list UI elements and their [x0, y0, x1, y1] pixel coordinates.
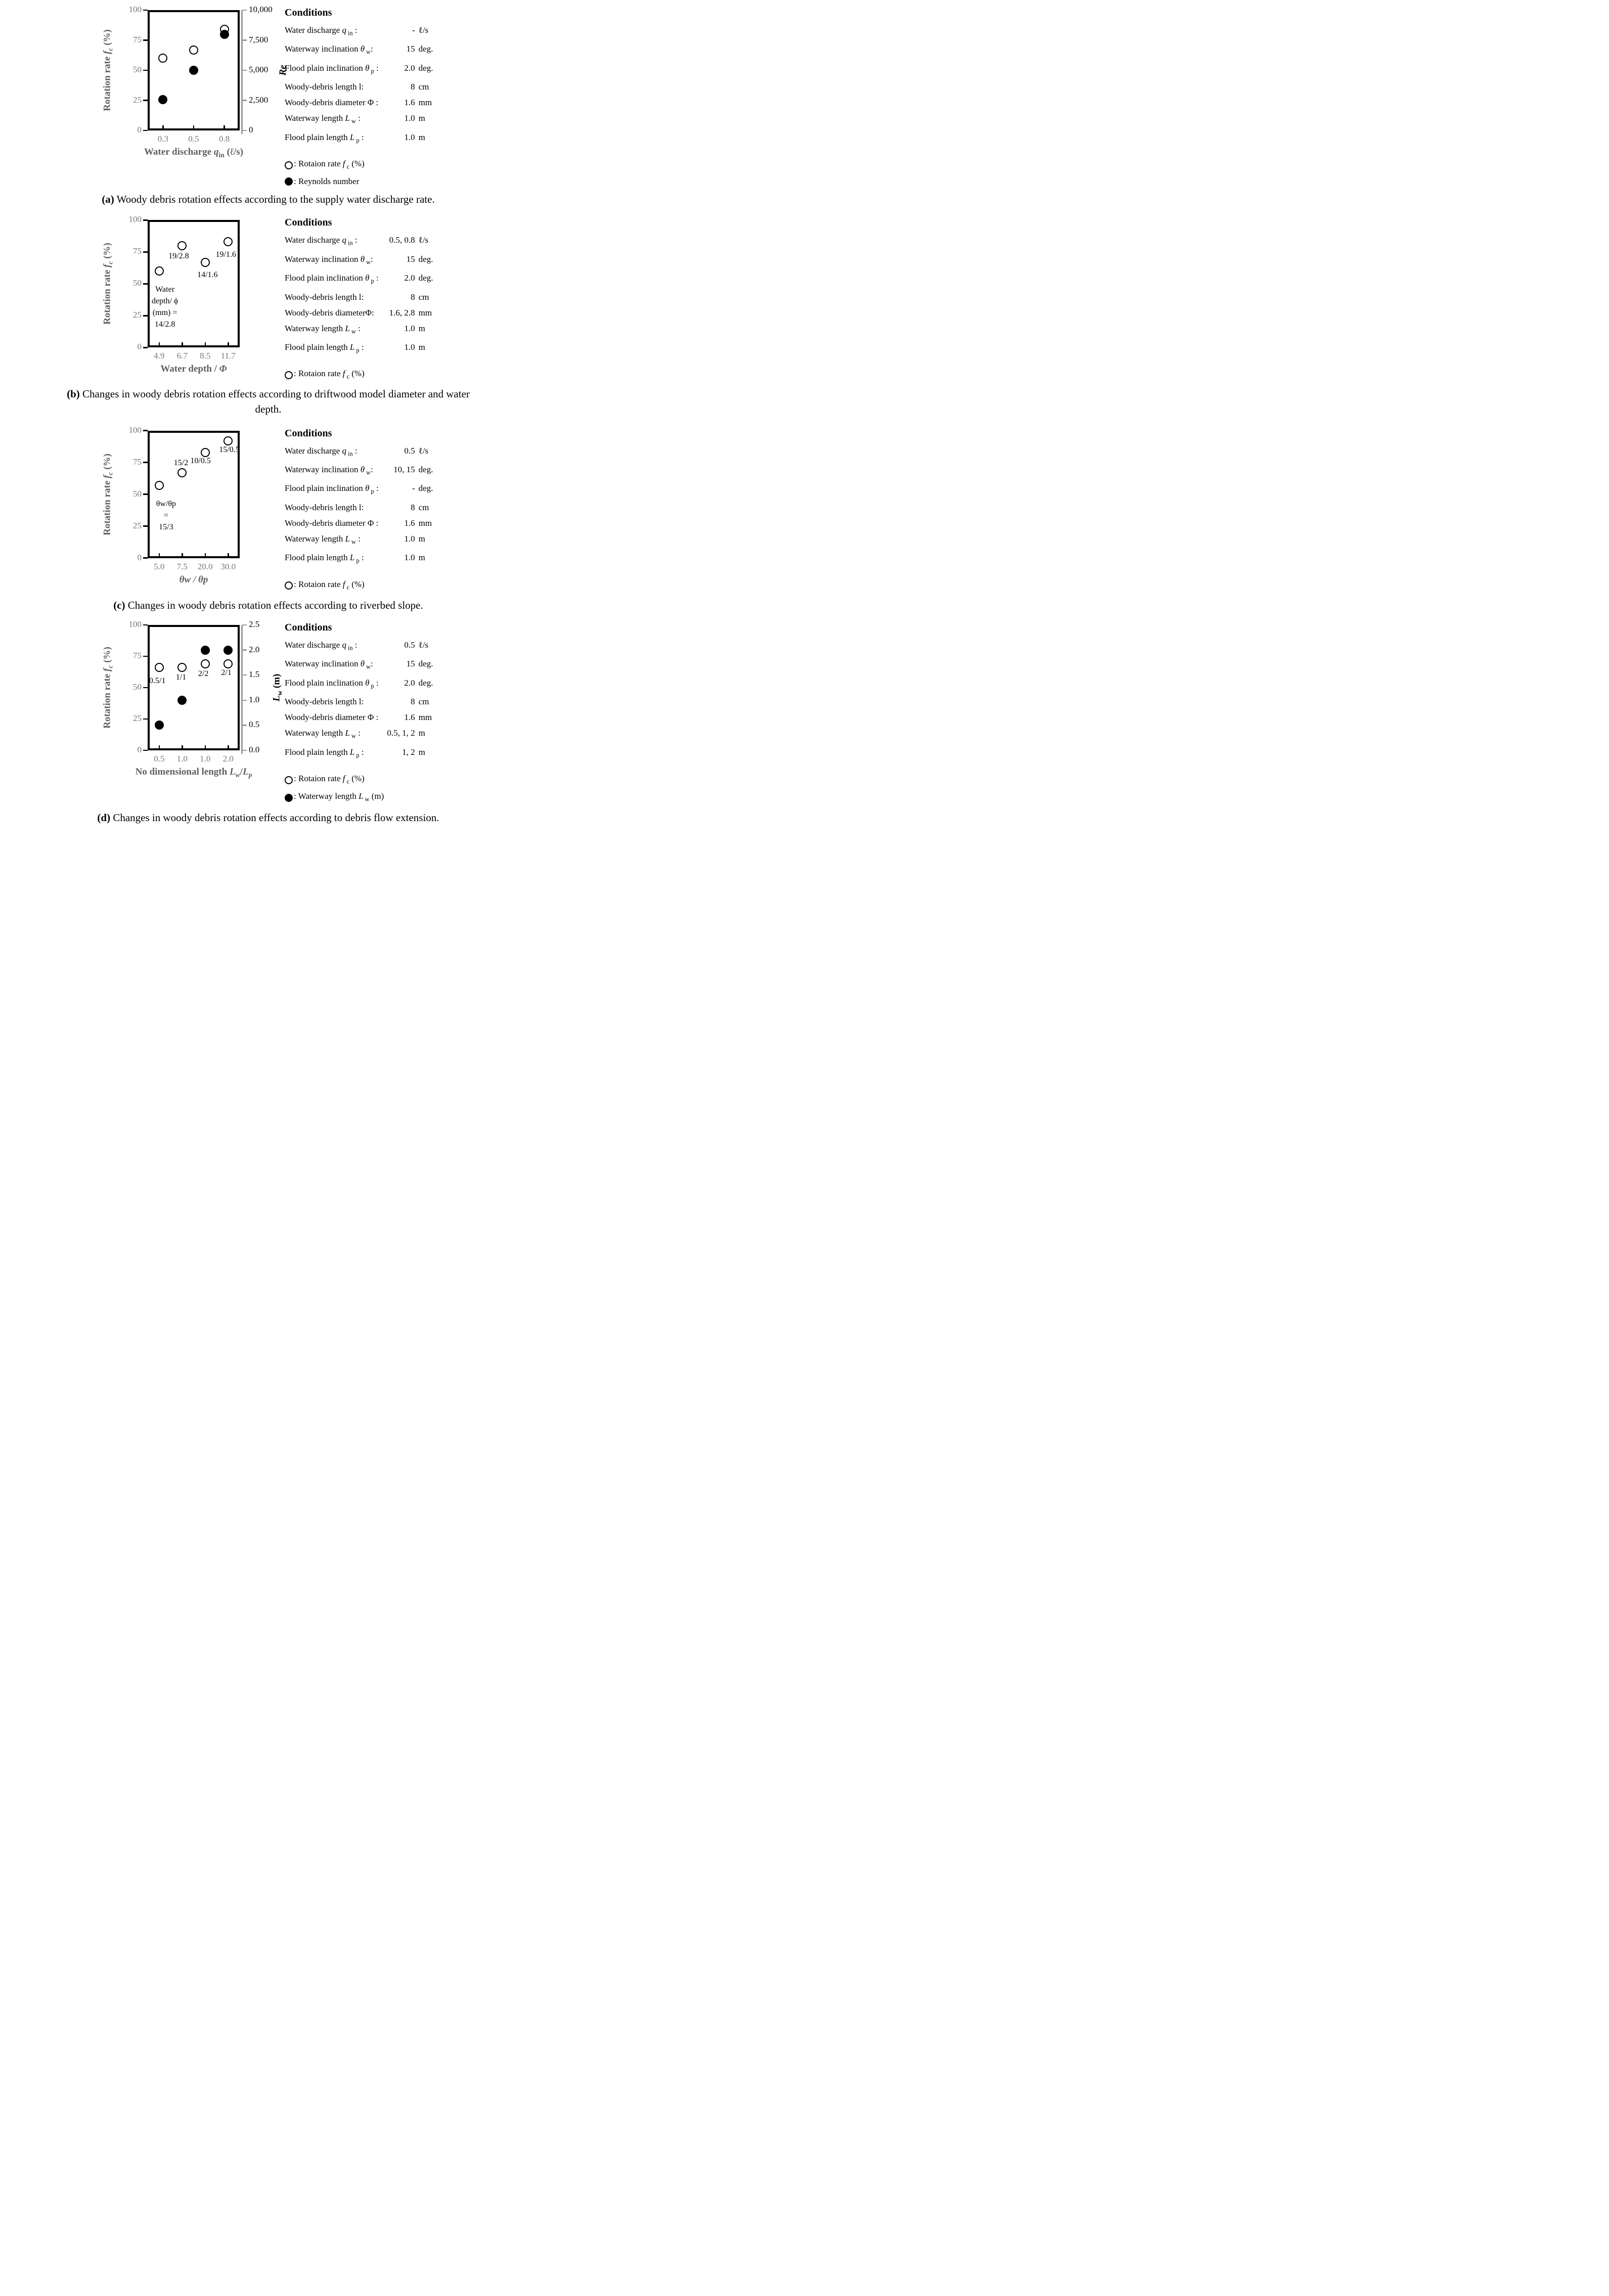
condition-label: Water discharge q $_{in}$ : — [285, 445, 357, 458]
open-data-point — [177, 241, 187, 250]
condition-unit: mm — [418, 712, 432, 723]
y-axis-title: Rotation rate $f_c$ (%) — [102, 29, 114, 111]
caption-b-text: Changes in woody debris rotation effects according to driftwood model diameter and water depth. — [79, 387, 470, 415]
conditions-rows — [285, 443, 442, 569]
y-tick-label: 50 — [133, 682, 142, 692]
condition-row — [285, 480, 442, 499]
condition-value: 0.5, 0.8 — [389, 235, 415, 245]
right-tick-label: 10,000 — [249, 5, 273, 14]
condition-row — [285, 129, 442, 148]
condition-value: 15 — [406, 659, 415, 669]
right-tick-mark — [242, 130, 247, 131]
caption-b-label: (b) — [67, 387, 80, 400]
right-tick-label: 5,000 — [249, 65, 269, 74]
y-tick-label: 0 — [137, 745, 142, 755]
condition-unit: m — [418, 113, 425, 123]
right-tick-label: 2,500 — [249, 95, 269, 105]
plot-annotation: Water depth/ ϕ (mm) = 14/2.8 — [151, 285, 178, 329]
condition-unit: cm — [418, 82, 429, 92]
chart-legend — [285, 577, 442, 595]
condition-label: Woody-debris diameter Φ : — [285, 518, 379, 528]
y-tick-mark — [143, 39, 148, 41]
y-tick-mark — [143, 70, 148, 71]
condition-row — [285, 725, 442, 744]
x-axis-title: Water discharge $q_{in}$ (ℓ/s) — [144, 147, 244, 159]
caption-c-text: Changes in woody debris rotation effects according to riverbed slope. — [125, 599, 423, 612]
chart-legend — [285, 771, 442, 807]
condition-value: - — [412, 483, 415, 493]
legend-text: : Waterway length L $_w$ (m) — [294, 791, 384, 803]
x-tick-mark — [205, 745, 206, 750]
x-tick-label: 1.0 — [176, 754, 188, 764]
condition-label: Woody-debris length l: — [285, 697, 364, 707]
condition-value: 1.6 — [404, 518, 415, 528]
condition-label: Woody-debris diameter Φ : — [285, 98, 379, 108]
condition-unit: cm — [418, 292, 429, 302]
x-tick-mark — [228, 342, 229, 347]
condition-unit: deg. — [418, 465, 433, 475]
condition-row — [285, 321, 442, 339]
conditions-rows — [285, 637, 442, 763]
open-data-point — [155, 266, 164, 276]
condition-label: Flood plain length L $_p$ : — [285, 342, 364, 354]
legend-entry — [285, 789, 442, 806]
condition-row — [285, 270, 442, 289]
condition-unit: cm — [418, 502, 429, 512]
condition-label: Woody-debris diameter Φ : — [285, 712, 379, 723]
condition-label: Flood plain length L $_p$ : — [285, 747, 364, 758]
right-axis-line — [241, 625, 243, 754]
panel-d — [0, 619, 537, 807]
legend-entry — [285, 174, 442, 189]
chart-d — [0, 619, 284, 782]
y-tick-label: 25 — [133, 713, 142, 724]
y-tick-mark — [143, 525, 148, 527]
condition-row — [285, 694, 442, 709]
caption-a-label: (a) — [102, 193, 114, 206]
right-tick-label: 2.0 — [249, 644, 260, 654]
plot-annotation: 19/2.8 — [168, 252, 189, 261]
condition-label: Flood plain length L $_p$ : — [285, 132, 364, 144]
plot-annotation: 2/1 — [221, 668, 232, 677]
conditions-d — [276, 619, 445, 807]
y-tick-label: 100 — [128, 425, 142, 435]
condition-value: 2.0 — [404, 678, 415, 688]
x-tick-label: 11.7 — [220, 351, 236, 361]
condition-unit: mm — [418, 98, 432, 108]
x-tick-mark — [228, 745, 229, 750]
condition-row — [285, 443, 442, 462]
conditions-title: Conditions — [285, 427, 332, 439]
condition-row — [285, 232, 442, 251]
y-tick-label: 50 — [133, 278, 142, 288]
x-tick-label: 4.9 — [154, 351, 165, 361]
condition-label: Flood plain length L $_p$ : — [285, 553, 364, 564]
caption-d-label: (d) — [97, 811, 111, 824]
filled-data-point — [201, 646, 210, 655]
condition-row — [285, 637, 442, 656]
right-axis-title: Re — [278, 65, 288, 76]
right-tick-mark — [242, 39, 247, 41]
condition-row — [285, 41, 442, 60]
condition-unit: m — [418, 132, 425, 142]
x-tick-mark — [159, 342, 160, 347]
filled-circle-icon — [285, 794, 293, 802]
x-tick-mark — [228, 553, 229, 558]
y-tick-label: 50 — [133, 65, 142, 74]
condition-value: 2.0 — [404, 63, 415, 73]
condition-unit: m — [418, 553, 425, 563]
condition-unit: deg. — [418, 273, 433, 283]
condition-value: 1.0 — [404, 342, 415, 352]
condition-value: 8 — [411, 82, 415, 92]
y-tick-label: 75 — [133, 34, 142, 44]
condition-value: 1.6 — [404, 98, 415, 108]
condition-row — [285, 709, 442, 725]
caption-a — [0, 192, 537, 207]
condition-unit: deg. — [418, 63, 433, 73]
caption-a-text: Woody debris rotation effects according to the supply water discharge rate. — [114, 193, 435, 206]
condition-label: Waterway inclination θ $_w$: — [285, 254, 373, 266]
legend-text: : Rotaion rate f $_c$ (%) — [294, 369, 365, 380]
right-tick-mark — [242, 700, 247, 701]
open-data-point — [177, 468, 187, 477]
plot-annotation: 0.5/1 — [149, 676, 166, 685]
x-axis-title: θw / θp — [179, 574, 208, 585]
condition-unit: deg. — [418, 483, 433, 493]
condition-value: 0.5, 1, 2 — [387, 728, 415, 738]
legend-entry — [285, 577, 442, 595]
condition-label: Water discharge q $_{in}$ : — [285, 25, 357, 37]
y-tick-label: 0 — [137, 552, 142, 562]
condition-value: 1.0 — [404, 553, 415, 563]
legend-text: : Reynolds number — [294, 176, 360, 187]
plot-area-d — [148, 625, 240, 750]
x-tick-mark — [182, 745, 183, 750]
condition-label: Waterway inclination θ $_w$: — [285, 44, 373, 56]
right-tick-mark — [242, 750, 247, 751]
condition-label: Flood plain inclination θ $_p$ : — [285, 483, 379, 495]
condition-unit: m — [418, 323, 425, 333]
plot-annotation: 10/0.5 — [190, 457, 211, 466]
filled-data-point — [189, 66, 198, 75]
conditions-title: Conditions — [285, 7, 332, 18]
right-axis-line — [241, 10, 243, 134]
condition-label: Woody-debris length l: — [285, 292, 364, 302]
plot-annotation: 2/2 — [198, 669, 209, 678]
open-data-point — [201, 448, 210, 457]
condition-row — [285, 289, 442, 305]
legend-entry — [285, 366, 442, 384]
y-axis-title: Rotation rate $f_c$ (%) — [102, 243, 114, 325]
x-tick-mark — [159, 745, 160, 750]
conditions-title: Conditions — [285, 622, 332, 634]
y-tick-mark — [143, 430, 148, 431]
right-tick-label: 7,500 — [249, 34, 269, 44]
x-tick-label: 0.5 — [154, 754, 165, 764]
condition-row — [285, 744, 442, 763]
filled-data-point — [224, 646, 233, 655]
condition-label: Flood plain inclination θ $_p$ : — [285, 678, 379, 690]
condition-unit: m — [418, 533, 425, 544]
y-tick-mark — [143, 557, 148, 559]
condition-row — [285, 531, 442, 550]
condition-value: 8 — [411, 292, 415, 302]
plot-annotation: 19/1.6 — [215, 250, 236, 259]
caption-d-text: Changes in woody debris rotation effects according to debris flow extension. — [110, 811, 439, 824]
y-tick-label: 50 — [133, 488, 142, 499]
x-tick-mark — [224, 125, 225, 130]
y-tick-label: 25 — [133, 310, 142, 320]
condition-row — [285, 500, 442, 515]
chart-legend — [285, 156, 442, 189]
open-circle-icon — [285, 371, 293, 379]
y-tick-mark — [143, 219, 148, 221]
x-tick-mark — [182, 342, 183, 347]
panel-b — [0, 214, 537, 384]
y-tick-label: 75 — [133, 246, 142, 256]
y-axis-title: Rotation rate $f_c$ (%) — [102, 647, 114, 729]
condition-value: 1.0 — [404, 533, 415, 544]
chart-b — [0, 214, 276, 379]
legend-text: : Rotaion rate f $_c$ (%) — [294, 579, 365, 591]
condition-unit: deg. — [418, 678, 433, 688]
y-tick-label: 75 — [133, 651, 142, 661]
chart-a — [0, 4, 288, 162]
right-tick-mark — [242, 725, 247, 726]
condition-label: Waterway length L $_w$ : — [285, 533, 361, 546]
condition-row — [285, 110, 442, 129]
right-tick-label: 0.5 — [249, 719, 260, 730]
y-axis-title: Rotation rate $f_c$ (%) — [102, 453, 114, 535]
right-tick-label: 1.5 — [249, 669, 260, 680]
condition-label: Flood plain inclination θ $_p$ : — [285, 273, 379, 285]
y-tick-label: 100 — [128, 619, 142, 629]
condition-label: Waterway length L $_w$ : — [285, 113, 361, 125]
conditions-rows — [285, 22, 442, 148]
right-tick-label: 1.0 — [249, 694, 260, 704]
y-tick-label: 75 — [133, 457, 142, 467]
condition-value: 8 — [411, 502, 415, 512]
y-tick-mark — [143, 251, 148, 253]
condition-row — [285, 60, 442, 79]
condition-label: Woody-debris length l: — [285, 82, 364, 92]
condition-unit: ℓ/s — [418, 25, 429, 35]
caption-c — [0, 598, 537, 613]
condition-row — [285, 462, 442, 480]
open-circle-icon — [285, 776, 293, 784]
caption-c-label: (c) — [113, 599, 125, 612]
condition-row — [285, 550, 442, 568]
open-data-point — [201, 258, 210, 267]
y-tick-label: 100 — [128, 214, 142, 224]
condition-label: Water discharge q $_{in}$ : — [285, 640, 357, 652]
right-tick-mark — [242, 674, 247, 676]
condition-row — [285, 305, 442, 321]
x-tick-label: 1.0 — [200, 754, 211, 764]
y-tick-mark — [143, 100, 148, 101]
figure-page — [0, 0, 537, 825]
plot-annotation: 14/1.6 — [197, 270, 218, 279]
plot-annotation: 1/1 — [175, 673, 187, 682]
right-tick-label: 0.0 — [249, 745, 260, 755]
x-tick-label: 0.8 — [219, 134, 230, 144]
condition-value: 0.5 — [404, 640, 415, 650]
x-tick-label: 6.7 — [176, 351, 188, 361]
x-tick-label: 0.3 — [157, 134, 168, 144]
condition-label: Waterway inclination θ $_w$: — [285, 465, 373, 476]
condition-row — [285, 95, 442, 110]
condition-value: 1.6 — [404, 712, 415, 723]
y-tick-label: 25 — [133, 95, 142, 105]
right-tick-mark — [242, 70, 247, 71]
y-tick-label: 0 — [137, 342, 142, 352]
y-tick-mark — [143, 462, 148, 463]
open-data-point — [155, 481, 164, 490]
y-tick-mark — [143, 347, 148, 348]
plot-annotation: θw/θp = 15/3 — [156, 500, 176, 532]
condition-value: 1.0 — [404, 323, 415, 333]
y-tick-mark — [143, 718, 148, 720]
caption-d — [0, 810, 537, 825]
condition-row — [285, 339, 442, 358]
x-tick-label: 5.0 — [154, 561, 165, 571]
condition-unit: m — [418, 728, 425, 738]
condition-label: Woody-debris diameterΦ: — [285, 307, 374, 318]
x-tick-mark — [205, 553, 206, 558]
x-tick-label: 20.0 — [197, 561, 213, 571]
legend-text: : Rotaion rate f $_c$ (%) — [294, 773, 365, 785]
x-axis-title: No dimensional length $L_w/L_p$ — [135, 767, 252, 779]
condition-label: Water discharge q $_{in}$ : — [285, 235, 357, 247]
right-axis-title: $L_w$ (m) — [271, 673, 284, 702]
condition-label: Waterway length L $_w$ : — [285, 323, 361, 335]
condition-unit: mm — [418, 307, 432, 318]
right-tick-mark — [242, 624, 247, 626]
x-tick-label: 8.5 — [200, 351, 211, 361]
conditions-c — [276, 425, 445, 595]
open-data-point — [201, 659, 210, 668]
open-data-point — [224, 436, 233, 445]
right-tick-mark — [242, 10, 247, 11]
filled-data-point — [177, 696, 187, 705]
condition-value: 1, 2 — [402, 747, 415, 757]
x-tick-mark — [182, 553, 183, 558]
filled-data-point — [220, 30, 229, 39]
panel-c — [0, 425, 537, 595]
condition-row — [285, 79, 442, 95]
condition-unit: cm — [418, 697, 429, 707]
caption-b — [66, 386, 471, 417]
condition-value: 8 — [411, 697, 415, 707]
panel-a — [0, 4, 537, 189]
condition-label: Woody-debris length l: — [285, 502, 364, 512]
condition-row — [285, 656, 442, 674]
condition-row — [285, 515, 442, 531]
open-data-point — [189, 46, 198, 55]
condition-unit: m — [418, 342, 425, 352]
legend-entry — [285, 771, 442, 789]
condition-value: 1.6, 2.8 — [389, 307, 415, 318]
condition-label: Waterway inclination θ $_w$: — [285, 659, 373, 670]
condition-unit: ℓ/s — [418, 640, 429, 650]
chart-c — [0, 425, 276, 590]
right-tick-label: 0 — [249, 125, 253, 134]
conditions-title: Conditions — [285, 217, 332, 229]
open-circle-icon — [285, 161, 293, 169]
condition-value: 10, 15 — [393, 465, 415, 475]
x-tick-label: 2.0 — [222, 754, 234, 764]
condition-unit: deg. — [418, 44, 433, 54]
condition-value: 15 — [406, 254, 415, 264]
condition-label: Flood plain inclination θ $_p$ : — [285, 63, 379, 75]
x-tick-mark — [159, 553, 160, 558]
plot-annotation: 15/2 — [173, 459, 189, 468]
plot-annotation: 15/0.5 — [219, 445, 240, 454]
condition-value: 1.0 — [404, 132, 415, 142]
y-tick-label: 0 — [137, 125, 142, 134]
y-tick-mark — [143, 687, 148, 689]
y-tick-mark — [143, 10, 148, 11]
right-tick-mark — [242, 100, 247, 101]
y-tick-mark — [143, 656, 148, 657]
chart-legend — [285, 366, 442, 384]
condition-unit: deg. — [418, 659, 433, 669]
y-tick-mark — [143, 624, 148, 626]
x-tick-mark — [193, 125, 195, 130]
right-tick-mark — [242, 649, 247, 651]
y-tick-label: 25 — [133, 520, 142, 530]
conditions-rows — [285, 232, 442, 358]
y-tick-mark — [143, 315, 148, 317]
condition-unit: ℓ/s — [418, 445, 429, 456]
y-tick-mark — [143, 283, 148, 285]
y-tick-mark — [143, 130, 148, 131]
condition-value: 1.0 — [404, 113, 415, 123]
condition-label: Waterway length L $_w$ : — [285, 728, 361, 740]
condition-unit: ℓ/s — [418, 235, 429, 245]
x-tick-label: 0.5 — [188, 134, 199, 144]
condition-value: 2.0 — [404, 273, 415, 283]
condition-row — [285, 675, 442, 694]
condition-row — [285, 251, 442, 270]
open-data-point — [155, 663, 164, 672]
filled-circle-icon — [285, 177, 293, 186]
condition-unit: m — [418, 747, 425, 757]
right-tick-label: 2.5 — [249, 619, 260, 629]
legend-text: : Rotaion rate f $_c$ (%) — [294, 158, 365, 170]
y-tick-mark — [143, 493, 148, 495]
condition-value: - — [412, 25, 415, 35]
x-tick-label: 7.5 — [176, 561, 188, 571]
condition-unit: mm — [418, 518, 432, 528]
conditions-a — [276, 4, 445, 189]
condition-value: 15 — [406, 44, 415, 54]
x-axis-title: Water depth / Φ — [160, 364, 227, 375]
x-tick-label: 30.0 — [220, 561, 236, 571]
x-tick-mark — [162, 125, 164, 130]
condition-unit: deg. — [418, 254, 433, 264]
legend-entry — [285, 156, 442, 174]
y-tick-label: 100 — [128, 5, 142, 14]
condition-row — [285, 22, 442, 41]
conditions-b — [276, 214, 445, 384]
x-tick-mark — [205, 342, 206, 347]
condition-value: 0.5 — [404, 445, 415, 456]
open-circle-icon — [285, 581, 293, 590]
y-tick-mark — [143, 750, 148, 751]
